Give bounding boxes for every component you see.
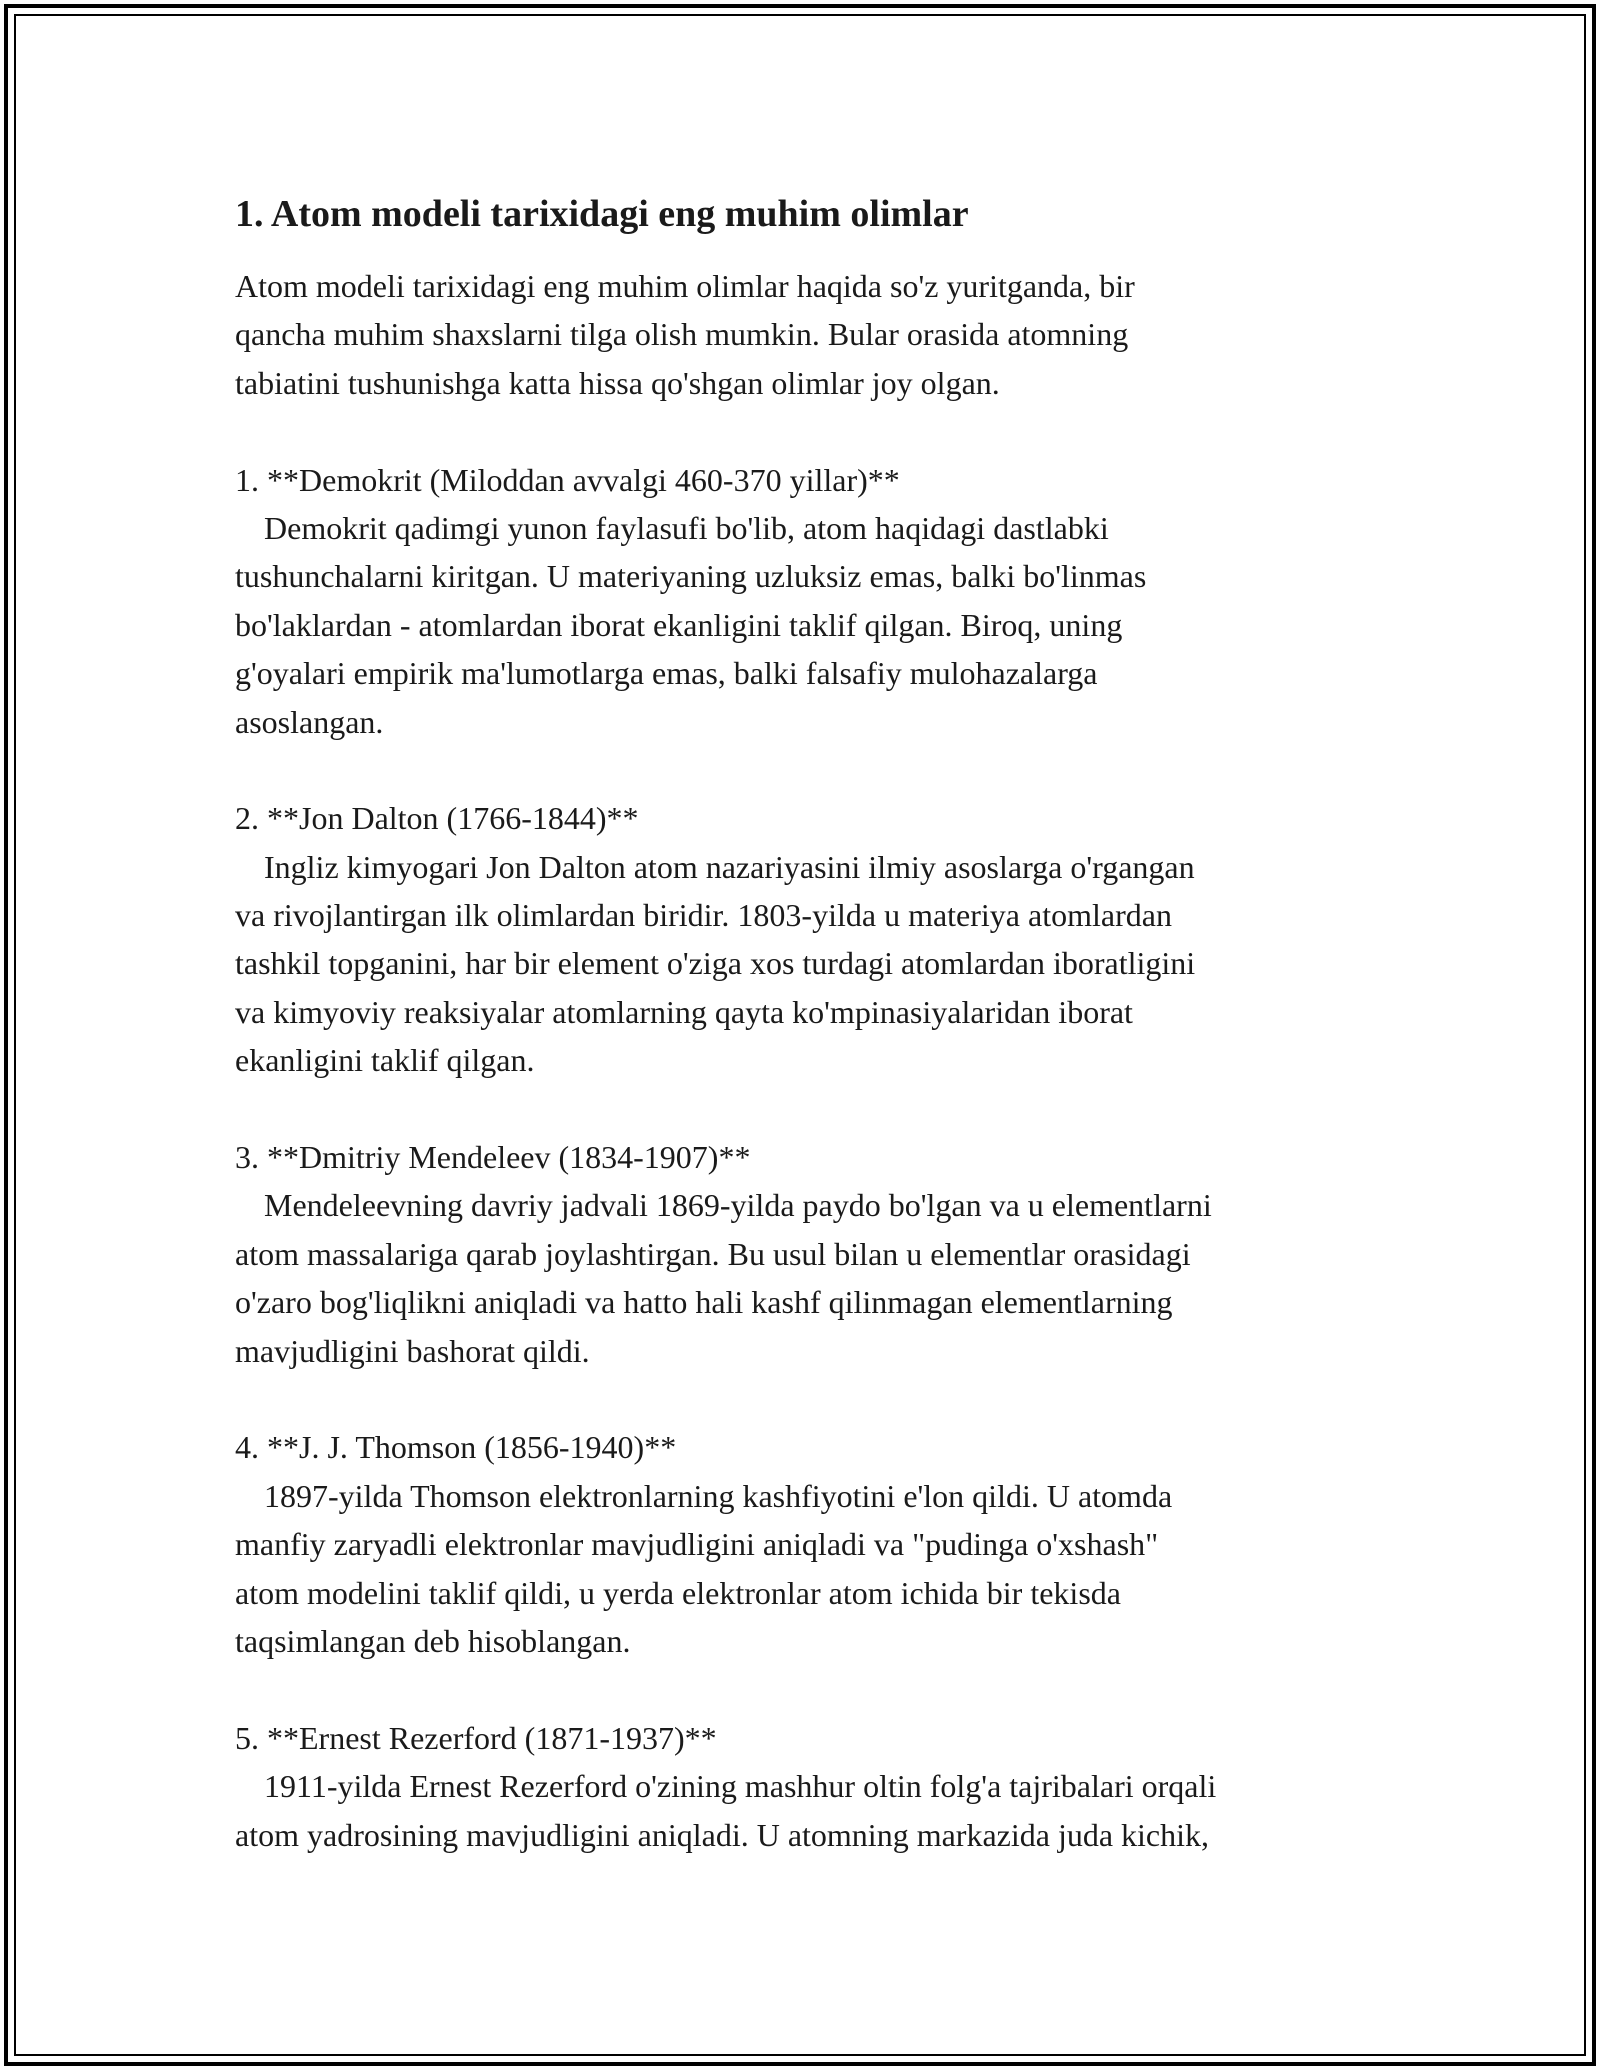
intro-line: qancha muhim shaxslarni tilga olish mumkin. Bular orasida atomning [235,316,1129,353]
section-heading: 3. **Dmitriy Mendeleev (1834-1907)** [235,1139,751,1176]
intro-paragraph [235,262,1415,407]
section-mendeleev [235,1133,1415,1375]
section-line: taqsimlangan deb hisoblangan. [235,1622,631,1659]
section-line: Ingliz kimyogari Jon Dalton atom nazariyasini ilmiy asoslarga o'rgangan [264,848,1195,885]
section-line: atom modelini taklif qildi, u yerda elektronlar atom ichida bir tekisda [235,1574,1121,1611]
section-demokrit [235,456,1415,746]
section-line: tushunchalarni kiritgan. U materiyaning uzluksiz emas, balki bo'linmas [235,558,1147,595]
section-line: atom yadrosining mavjudligini aniqladi. U atomning markazida juda kichik, [235,1816,1210,1853]
section-line: bo'laklardan - atomlardan iborat ekanligini taklif qilgan. Biroq, uning [235,606,1123,643]
section-line: o'zaro bog'liqlikni aniqladi va hatto hali kashf qilinmagan elementlarning [235,1284,1173,1321]
document-body [235,188,1415,1859]
section-line: atom massalariga qarab joylashtirgan. Bu usul bilan u elementlar orasidagi [235,1235,1191,1272]
section-line: ekanligini taklif qilgan. [235,1042,535,1079]
page-title: 1. Atom modeli tarixidagi eng muhim olimlar [235,193,969,235]
section-line: 1897-yilda Thomson elektronlarning kashfiyotini e'lon qildi. U atomda [264,1477,1173,1514]
section-heading: 2. **Jon Dalton (1766-1844)** [235,800,639,837]
section-heading: 5. **Ernest Rezerford (1871-1937)** [235,1719,717,1756]
section-line: mavjudligini bashorat qildi. [235,1332,590,1369]
section-line: manfiy zaryadli elektronlar mavjudligini aniqladi va "pudinga o'xshash" [235,1526,1159,1563]
intro-line: Atom modeli tarixidagi eng muhim olimlar haqida so'z yuritganda, bir [235,268,1135,304]
section-line: asoslangan. [235,703,384,740]
section-heading: 1. **Demokrit (Miloddan avvalgi 460-370 yillar)** [235,461,900,498]
section-line: va rivojlantirgan ilk olimlardan biridir. 1803-yilda u materiya atomlardan [235,897,1172,934]
section-line: va kimyoviy reaksiyalar atomlarning qayta ko'mpinasiyalaridan iborat [235,993,1133,1030]
section-thomson [235,1423,1415,1665]
section-rezerford [235,1714,1415,1859]
section-line: tashkil topganini, har bir element o'ziga xos turdagi atomlardan iboratligini [235,945,1196,982]
intro-line: tabiatini tushunishga katta hissa qo'shgan olimlar joy olgan. [235,364,1000,401]
section-line: Mendeleevning davriy jadvali 1869-yilda paydo bo'lgan va u elementlarni [264,1187,1212,1224]
section-dalton [235,794,1415,1084]
section-heading: 4. **J. J. Thomson (1856-1940)** [235,1429,677,1466]
section-line: g'oyalari empirik ma'lumotlarga emas, balki falsafiy mulohazalarga [235,655,1098,692]
section-line: 1911-yilda Ernest Rezerford o'zining mashhur oltin folg'a tajribalari orqali [264,1768,1217,1805]
section-line: Demokrit qadimgi yunon faylasufi bo'lib, atom haqidagi dastlabki [264,509,1109,546]
